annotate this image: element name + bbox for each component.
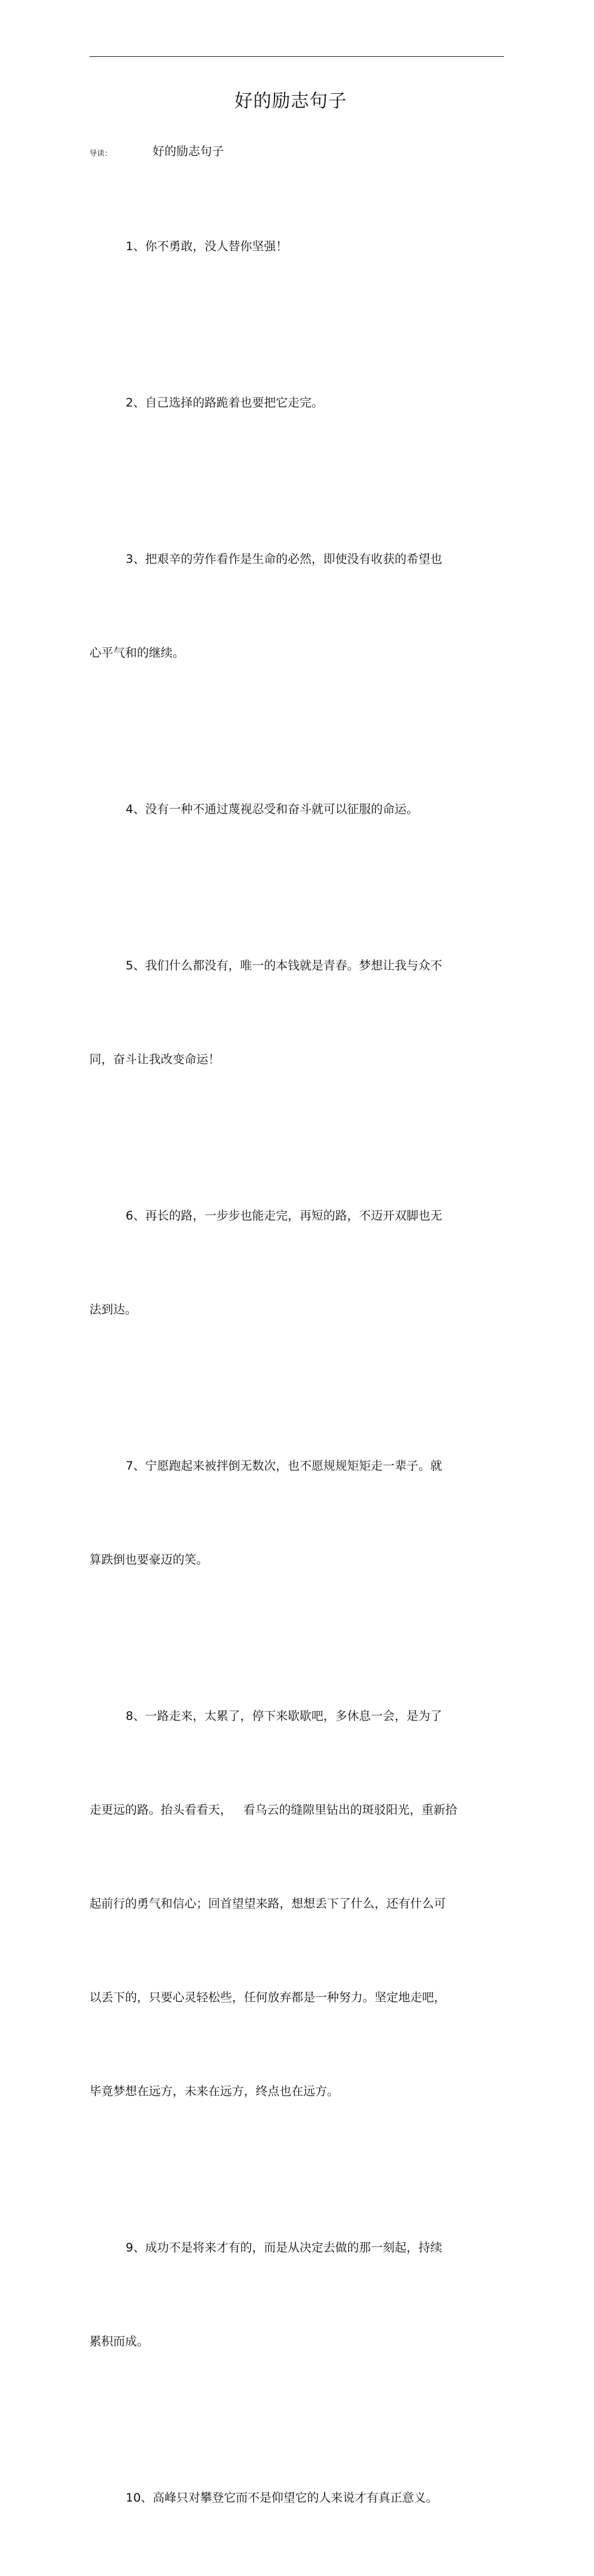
- paragraph-7: [89, 1388, 490, 1638]
- paragraph-line: 走更远的路。抬头看看天， 看乌云的缝隙里钻出的斑驳阳光，重新拾: [89, 1803, 458, 1817]
- paragraph-line: 算跌倒也要豪迈的笑。: [89, 1553, 209, 1567]
- paragraph-line: 5、我们什么都没有，唯一的本钱就是青春。梦想让我与众不: [126, 959, 443, 972]
- paragraph-line: 同，奋斗让我改变命运！: [89, 1053, 221, 1066]
- paragraph-5: [89, 887, 490, 1138]
- paragraph-line: 法到达。: [89, 1303, 138, 1316]
- paragraph-line: 4、没有一种不通过蔑视忍受和奋斗就可以征服的命运。: [126, 802, 419, 816]
- page-title: 好的励志句子: [234, 90, 347, 111]
- paragraph-6: [89, 1138, 490, 1388]
- paragraph-9: [89, 2169, 490, 2420]
- paragraph-line: 8、一路走来，太累了，停下来歇歇吧，多休息一会，是为了: [126, 1709, 443, 1723]
- paragraph-8: [89, 1638, 490, 2169]
- paragraph-line: 3、把艰辛的劳作看作是生命的必然，即使没有收获的希望也: [126, 552, 443, 566]
- paragraph-2: [89, 325, 490, 481]
- paragraph-3: [89, 481, 490, 731]
- paragraph-4: [89, 731, 490, 887]
- paragraph-line: 2、自己选择的路跪着也要把它走完。: [126, 396, 324, 410]
- intro-text: 好的励志句子: [153, 144, 224, 158]
- paragraph-line: 以丢下的，只要心灵轻松些，任何放弃都是一种努力。坚定地走吧，: [89, 1991, 446, 2004]
- paragraph-line: 1、你不勇敢，没人替你坚强！: [126, 240, 288, 253]
- paragraph-line: 累积而成。: [89, 2335, 149, 2348]
- header-rule: [89, 56, 504, 57]
- intro-label: 导读：: [89, 149, 113, 158]
- paragraph-line: 心平气和的继续。: [89, 646, 185, 660]
- paragraph-line: 9、成功不是将来才有的，而是从决定去做的那一刻起，持续: [126, 2241, 443, 2255]
- paragraph-line: 6、再长的路，一步步也能走完，再短的路，不迈开双脚也无: [126, 1209, 443, 1223]
- paragraph-1: [89, 168, 490, 325]
- paragraph-line: 起前行的勇气和信心；回首望望来路，想想丢下了什么，还有什么可: [89, 1897, 446, 1911]
- paragraph-line: 10、高峰只对攀登它而不是仰望它的人来说才有真正意义。: [126, 2491, 438, 2505]
- paragraph-line: 7、宁愿跑起来被拌倒无数次，也不愿规规矩矩走一辈子。就: [126, 1459, 443, 1473]
- document-body: [89, 168, 490, 2576]
- paragraph-10: [89, 2420, 490, 2576]
- paragraph-line: 毕竟梦想在远方，未来在远方，终点也在远方。: [89, 2084, 340, 2098]
